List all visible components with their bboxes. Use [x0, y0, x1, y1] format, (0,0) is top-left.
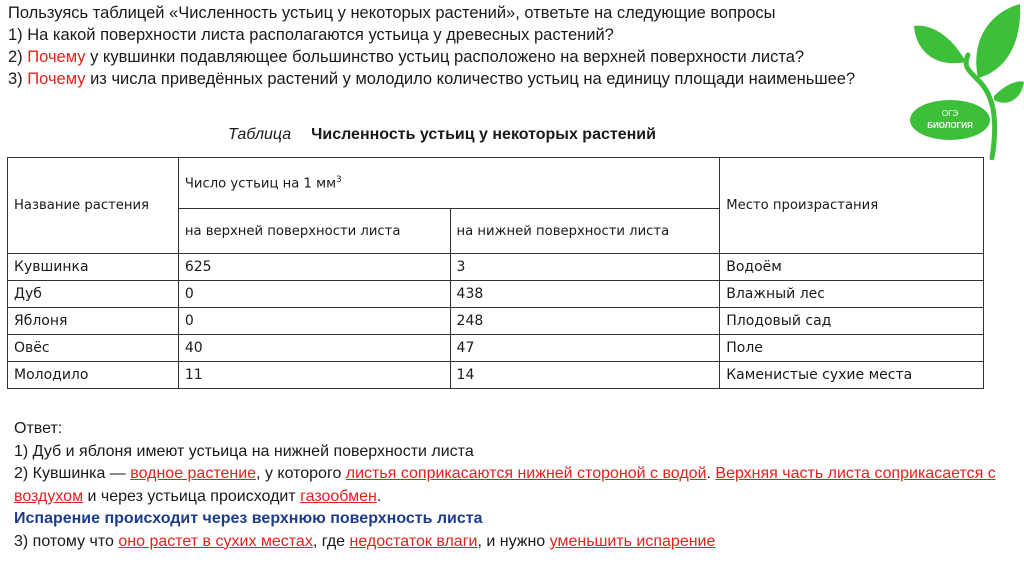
caption-title: Численность устьиц у некоторых растений — [311, 126, 656, 143]
leaf-right — [994, 81, 1024, 102]
q3-text: из числа приведённых растений у молодило количество устьиц на единицу площади наименьшее? — [85, 70, 856, 88]
table-row — [8, 335, 984, 362]
header-upper-surface: на верхней поверхности листа — [178, 209, 450, 254]
answer-block — [14, 418, 1014, 553]
a2-highlight: газообмен — [300, 487, 377, 505]
a3-text: 3) потому что — [14, 532, 119, 550]
q3-number: 3) — [8, 70, 28, 88]
cell-name: Овёс — [8, 335, 179, 362]
q2-number: 2) — [8, 48, 28, 66]
question-1: 1) На какой поверхности листа располагаются устьица у древесных растений? — [8, 26, 614, 44]
a3-highlight: уменьшить испарение — [549, 532, 716, 550]
answer-2 — [14, 463, 1014, 508]
header-lower-surface: на нижней поверхности листа — [450, 209, 720, 254]
a2-text: 2) Кувшинка — — [14, 465, 131, 482]
a2-text: и через устьица происходит — [83, 487, 301, 505]
header-count-sup: 3 — [336, 174, 342, 185]
table-row — [8, 281, 984, 308]
question-3 — [8, 68, 908, 90]
q2-why: Почему — [27, 48, 86, 66]
table-row — [8, 308, 984, 335]
q3-why: Почему — [27, 70, 86, 88]
q2-text: у кувшинки подавляющее большинство устьиц расположено на верхней поверхности листа? — [85, 48, 805, 66]
oge-biology-logo — [908, 0, 1024, 160]
a2-highlight: водное растение — [130, 465, 257, 482]
header-count-text: Число устьиц на 1 мм — [184, 176, 337, 192]
cell-name: Кувшинка — [8, 254, 179, 281]
logo-badge — [910, 100, 990, 140]
cell-lower: 14 — [450, 362, 720, 389]
cell-place: Поле — [720, 335, 984, 362]
table-row — [8, 254, 984, 281]
logo-line2: БИОЛОГИЯ — [927, 121, 973, 130]
leaf-top-right — [976, 4, 1020, 78]
answer-3 — [14, 531, 1014, 554]
a3-text: , где — [312, 532, 350, 550]
intro-text: Пользуясь таблицей «Численность устьиц у некоторых растений», ответьте на следующие вопросы — [8, 4, 776, 22]
cell-lower: 3 — [450, 254, 720, 281]
a3-highlight: оно растет в сухих местах — [118, 532, 313, 550]
cell-upper: 40 — [178, 335, 450, 362]
cell-upper: 625 — [178, 254, 450, 281]
questions-block — [8, 2, 908, 90]
stomata-table — [7, 157, 984, 389]
a2-text: , у которого — [256, 465, 346, 482]
answer-heading: Ответ: — [14, 420, 63, 437]
table-caption — [228, 126, 656, 144]
leaf-left — [914, 26, 966, 64]
a3-text: , и нужно — [477, 532, 550, 550]
a2-text: . — [706, 465, 716, 482]
header-habitat: Место произрастания — [720, 158, 984, 254]
cell-upper: 0 — [178, 281, 450, 308]
cell-name: Яблоня — [8, 308, 179, 335]
cell-lower: 248 — [450, 308, 720, 335]
cell-upper: 11 — [178, 362, 450, 389]
cell-place: Плодовый сад — [720, 308, 984, 335]
question-2 — [8, 46, 908, 68]
cell-name: Дуб — [8, 281, 179, 308]
cell-place: Каменистые сухие места — [720, 362, 984, 389]
a2-text: . — [376, 487, 382, 505]
a3-highlight: недостаток влаги — [349, 532, 478, 550]
logo-line1: ОГЭ — [941, 109, 959, 118]
cell-name: Молодило — [8, 362, 179, 389]
answer-1: 1) Дуб и яблоня имеют устьица на нижней поверхности листа — [14, 442, 474, 460]
cell-upper: 0 — [178, 308, 450, 335]
cell-lower: 438 — [450, 281, 720, 308]
cell-place: Водоём — [720, 254, 984, 281]
evaporation-note: Испарение происходит через верхнюю поверхность листа — [14, 510, 483, 527]
a2-highlight: листья соприкасаются нижней стороной с водой — [345, 465, 707, 482]
header-stomata-count — [178, 158, 719, 209]
caption-label: Таблица — [228, 126, 292, 143]
cell-place: Влажный лес — [720, 281, 984, 308]
cell-lower: 47 — [450, 335, 720, 362]
a2-highlight: Верхняя часть листа соприкасается с воздухом — [14, 465, 996, 505]
header-plant-name: Название растения — [8, 158, 179, 254]
table-row — [8, 362, 984, 389]
